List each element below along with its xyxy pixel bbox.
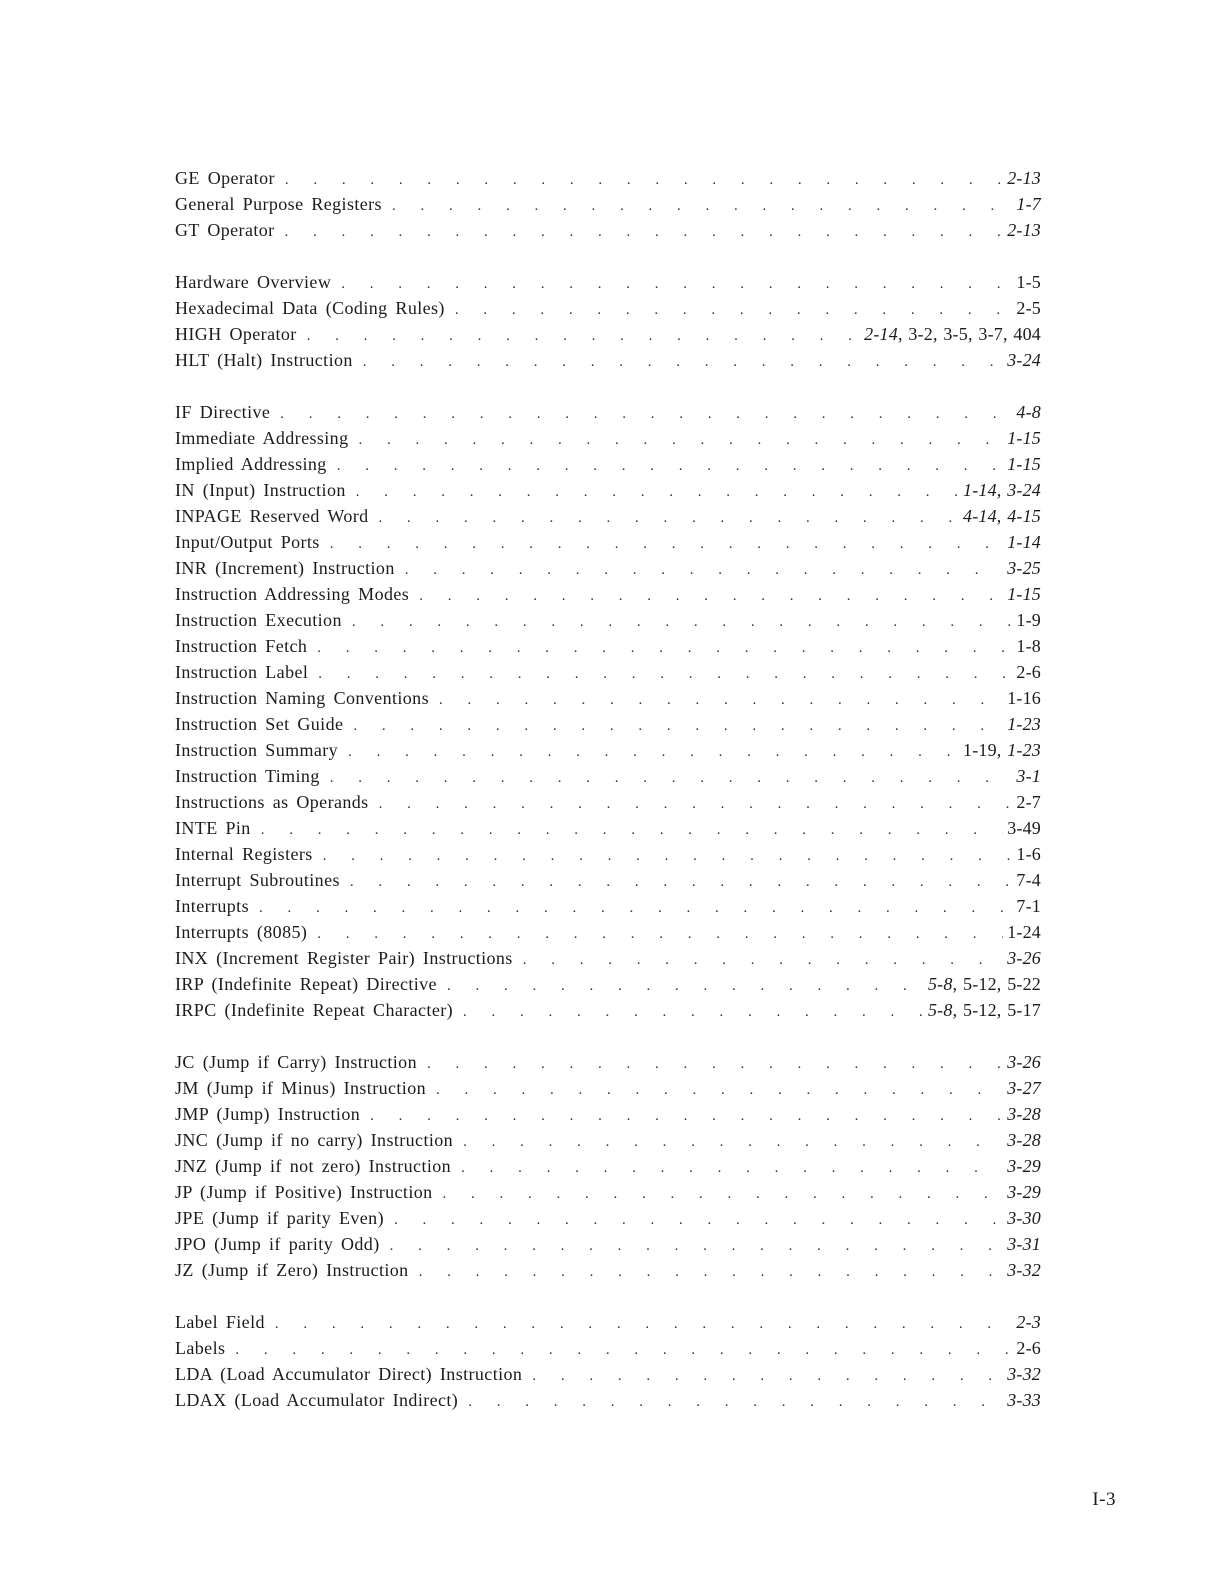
index-term: IRPC (Indefinite Repeat Character) [175, 1000, 454, 1020]
page-references [1003, 1231, 1041, 1257]
index-entry [175, 1101, 1041, 1127]
index-term: IN (Input) Instruction [175, 480, 346, 500]
index-listing [175, 165, 1041, 1439]
page-references [1012, 893, 1041, 919]
index-entry [175, 503, 1041, 529]
page-references [1003, 1179, 1041, 1205]
index-entry [175, 1231, 1041, 1257]
dot-leader [419, 1259, 1004, 1285]
page-reference: 7-4 [1016, 870, 1041, 890]
page-references [1012, 659, 1041, 685]
page-reference: 3-26 [1007, 1052, 1041, 1072]
page-references [1003, 451, 1041, 477]
index-entry [175, 659, 1041, 685]
index-term: JPO (Jump if parity Odd) [175, 1234, 380, 1254]
index-entry [175, 841, 1041, 867]
page-references [924, 971, 1041, 997]
index-term: Interrupts (8085) [175, 922, 308, 942]
page-reference: 3-27 [1007, 1078, 1041, 1098]
page-references [1012, 1309, 1041, 1335]
page-reference: , 404 [1003, 324, 1041, 344]
page-references [1003, 555, 1041, 581]
page-reference: 1-14 [963, 480, 997, 500]
index-term: INX (Increment Register Pair) Instructions [175, 948, 513, 968]
dot-leader [392, 193, 1012, 219]
dot-leader [259, 895, 1012, 921]
index-group-l [175, 1309, 1041, 1413]
page-reference: 2-5 [1016, 298, 1041, 318]
page-reference: 3-29 [1007, 1156, 1041, 1176]
index-term: HIGH Operator [175, 324, 297, 344]
index-entry [175, 893, 1041, 919]
page-reference: 7-1 [1016, 896, 1041, 916]
index-entry [175, 1309, 1041, 1335]
dot-leader [468, 1389, 1003, 1415]
page-references [1003, 1101, 1041, 1127]
page-reference: , 3-7 [968, 324, 1003, 344]
index-group-i [175, 399, 1041, 1023]
index-term: Labels [175, 1338, 226, 1358]
page-reference: 4-8 [1016, 402, 1041, 422]
index-term: Immediate Addressing [175, 428, 349, 448]
page-references [1003, 529, 1041, 555]
dot-leader [285, 219, 1004, 245]
dot-leader [439, 687, 1003, 713]
dot-leader [436, 1077, 1003, 1103]
page-references [1003, 1257, 1041, 1283]
page-reference: 3-24 [1007, 350, 1041, 370]
dot-leader [379, 791, 1013, 817]
page-reference: 2-6 [1016, 662, 1041, 682]
index-entry [175, 555, 1041, 581]
index-term: Interrupts [175, 896, 249, 916]
index-term: IF Directive [175, 402, 271, 422]
index-entry [175, 1335, 1041, 1361]
index-entry [175, 685, 1041, 711]
index-term: Instruction Addressing Modes [175, 584, 410, 604]
index-entry [175, 529, 1041, 555]
index-entry [175, 425, 1041, 451]
index-entry [175, 633, 1041, 659]
page-reference: 3-30 [1007, 1208, 1041, 1228]
page-references [959, 737, 1041, 763]
page-reference: 5-8 [927, 1000, 953, 1020]
index-term: LDA (Load Accumulator Direct) Instruction [175, 1364, 523, 1384]
index-entry [175, 1127, 1041, 1153]
page-reference: 1-7 [1016, 194, 1041, 214]
index-entry [175, 711, 1041, 737]
index-term: JZ (Jump if Zero) Instruction [175, 1260, 409, 1280]
page-reference: 1-5 [1016, 272, 1041, 292]
page-references [1012, 841, 1041, 867]
index-entry [175, 763, 1041, 789]
page-references [1012, 789, 1041, 815]
dot-leader [379, 505, 959, 531]
index-term: JC (Jump if Carry) Instruction [175, 1052, 417, 1072]
index-term: INPAGE Reserved Word [175, 506, 369, 526]
index-entry [175, 867, 1041, 893]
page-references [1012, 399, 1041, 425]
index-group-h [175, 269, 1041, 373]
dot-leader [337, 453, 1004, 479]
index-entry [175, 945, 1041, 971]
index-entry [175, 1179, 1041, 1205]
index-entry [175, 451, 1041, 477]
page-reference: 2-13 [1007, 168, 1041, 188]
page-reference: 3-33 [1007, 1390, 1041, 1410]
index-term: Input/Output Ports [175, 532, 320, 552]
index-entry [175, 919, 1041, 945]
dot-leader [235, 1337, 1012, 1363]
page-references [1003, 1387, 1041, 1413]
dot-leader [275, 1311, 1013, 1337]
page-references [924, 997, 1041, 1023]
dot-leader [532, 1363, 1003, 1389]
dot-leader [405, 557, 1003, 583]
index-term: JP (Jump if Positive) Instruction [175, 1182, 433, 1202]
page-references [1003, 165, 1041, 191]
page-references [959, 477, 1041, 503]
page-references [1003, 685, 1041, 711]
page-reference: 1-8 [1016, 636, 1041, 656]
index-entry [175, 477, 1041, 503]
index-term: Internal Registers [175, 844, 313, 864]
index-term: Instruction Label [175, 662, 309, 682]
index-term: Instruction Summary [175, 740, 339, 760]
index-entry [175, 269, 1041, 295]
index-term: JPE (Jump if parity Even) [175, 1208, 384, 1228]
dot-leader [330, 531, 1003, 557]
index-term: Interrupt Subroutines [175, 870, 340, 890]
page-reference: 3-29 [1007, 1182, 1041, 1202]
dot-leader [523, 947, 1003, 973]
dot-leader [352, 609, 1013, 635]
index-entry [175, 581, 1041, 607]
index-term: JMP (Jump) Instruction [175, 1104, 361, 1124]
page-references [1012, 1335, 1041, 1361]
index-entry [175, 971, 1041, 997]
page-reference: 3-28 [1007, 1104, 1041, 1124]
page-references [1003, 711, 1041, 737]
page-reference: 1-14 [1007, 532, 1041, 552]
dot-leader [317, 635, 1012, 661]
page-reference: 2-7 [1016, 792, 1041, 812]
page-references [1003, 945, 1041, 971]
dot-leader [341, 271, 1012, 297]
index-term: General Purpose Registers [175, 194, 382, 214]
page-references [1003, 1075, 1041, 1101]
index-term: LDAX (Load Accumulator Indirect) [175, 1390, 459, 1410]
page-reference: 2-14 [864, 324, 898, 344]
index-entry [175, 1205, 1041, 1231]
page-references [959, 503, 1041, 529]
index-entry [175, 607, 1041, 633]
page-references [1003, 1127, 1041, 1153]
dot-leader [285, 167, 1003, 193]
index-group-g [175, 165, 1041, 243]
dot-leader [317, 921, 1003, 947]
dot-leader [427, 1051, 1003, 1077]
index-term: JNC (Jump if no carry) Instruction [175, 1130, 454, 1150]
page-references [1012, 607, 1041, 633]
page-reference: 3-28 [1007, 1130, 1041, 1150]
index-entry [175, 1075, 1041, 1101]
page-reference: 2-3 [1016, 1312, 1041, 1332]
page-reference: 5-8 [927, 974, 953, 994]
page-references [1012, 867, 1041, 893]
page-number: I-3 [1092, 1489, 1116, 1510]
page-references [1003, 1361, 1041, 1387]
page-reference: 1-16 [1007, 688, 1041, 708]
page-references [1003, 1153, 1041, 1179]
page-reference: 3-31 [1007, 1234, 1041, 1254]
dot-leader [447, 973, 924, 999]
dot-leader [350, 869, 1013, 895]
page-references [1003, 1049, 1041, 1075]
page-reference: 1-15 [1007, 454, 1041, 474]
dot-leader [307, 323, 860, 349]
page-references [1003, 815, 1041, 841]
index-term: HLT (Halt) Instruction [175, 350, 353, 370]
page-references [1012, 269, 1041, 295]
index-term: Instruction Naming Conventions [175, 688, 429, 708]
dot-leader [461, 1155, 1003, 1181]
index-entry [175, 1049, 1041, 1075]
index-entry [175, 737, 1041, 763]
page-reference: 2-13 [1007, 220, 1041, 240]
page-reference: 3-32 [1007, 1364, 1041, 1384]
dot-leader [353, 713, 1003, 739]
page-reference: 3-26 [1007, 948, 1041, 968]
dot-leader [370, 1103, 1003, 1129]
page-reference: 1-15 [1007, 584, 1041, 604]
page-references [1003, 1205, 1041, 1231]
index-group-j [175, 1049, 1041, 1283]
index-term: Instruction Set Guide [175, 714, 344, 734]
index-entry [175, 321, 1041, 347]
index-term: GE Operator [175, 168, 275, 188]
dot-leader [356, 479, 959, 505]
page-reference: 1-9 [1016, 610, 1041, 630]
index-term: Label Field [175, 1312, 265, 1332]
dot-leader [455, 297, 1013, 323]
index-term: INTE Pin [175, 818, 251, 838]
dot-leader [443, 1181, 1004, 1207]
page-references [1012, 295, 1041, 321]
index-entry [175, 217, 1041, 243]
page-references [1003, 919, 1041, 945]
dot-leader [394, 1207, 1003, 1233]
dot-leader [323, 843, 1013, 869]
index-term: Instruction Fetch [175, 636, 308, 656]
dot-leader [330, 765, 1013, 791]
index-term: JM (Jump if Minus) Instruction [175, 1078, 426, 1098]
index-entry [175, 815, 1041, 841]
dot-leader [419, 583, 1003, 609]
dot-leader [261, 817, 1004, 843]
page-references [860, 321, 1041, 347]
page-reference: 3-1 [1016, 766, 1041, 786]
page-reference: 1-6 [1016, 844, 1041, 864]
index-term: INR (Increment) Instruction [175, 558, 395, 578]
page-reference: 1-23 [1007, 714, 1041, 734]
page-references [1012, 191, 1041, 217]
page-reference: 3-32 [1007, 1260, 1041, 1280]
index-term: IRP (Indefinite Repeat) Directive [175, 974, 437, 994]
dot-leader [318, 661, 1012, 687]
page-reference: , 5-17 [997, 1000, 1041, 1020]
page-reference: , 5-12 [953, 1000, 997, 1020]
page-reference: 3-25 [1007, 558, 1041, 578]
page-reference: , 3-2 [898, 324, 933, 344]
page-reference: , 1-23 [997, 740, 1041, 760]
index-entry [175, 997, 1041, 1023]
index-term: Implied Addressing [175, 454, 327, 474]
page-reference: 1-15 [1007, 428, 1041, 448]
page-references [1012, 633, 1041, 659]
index-term: GT Operator [175, 220, 275, 240]
page-reference: 1-19 [963, 740, 997, 760]
page-reference: , 3-5 [933, 324, 968, 344]
index-term: Instructions as Operands [175, 792, 369, 812]
index-entry [175, 1361, 1041, 1387]
page-references [1012, 763, 1041, 789]
index-term: Hardware Overview [175, 272, 332, 292]
page-reference: , 5-22 [997, 974, 1041, 994]
index-entry [175, 295, 1041, 321]
dot-leader [463, 1129, 1003, 1155]
index-term: JNZ (Jump if not zero) Instruction [175, 1156, 452, 1176]
index-entry [175, 191, 1041, 217]
page-reference: , 3-24 [997, 480, 1041, 500]
page-reference: , 4-15 [997, 506, 1041, 526]
page-reference: 2-6 [1016, 1338, 1041, 1358]
index-term: Instruction Timing [175, 766, 320, 786]
page-reference: , 5-12 [953, 974, 997, 994]
index-entry [175, 789, 1041, 815]
dot-leader [358, 427, 1003, 453]
index-entry [175, 1387, 1041, 1413]
dot-leader [348, 739, 959, 765]
dot-leader [280, 401, 1012, 427]
dot-leader [390, 1233, 1004, 1259]
index-entry [175, 399, 1041, 425]
index-entry [175, 1153, 1041, 1179]
index-entry [175, 347, 1041, 373]
page-reference: 3-49 [1007, 818, 1041, 838]
page-reference: 4-14 [963, 506, 997, 526]
index-entry [175, 1257, 1041, 1283]
dot-leader [463, 999, 924, 1025]
page-references [1003, 347, 1041, 373]
page-references [1003, 581, 1041, 607]
index-entry [175, 165, 1041, 191]
page-references [1003, 217, 1041, 243]
dot-leader [363, 349, 1003, 375]
index-term: Hexadecimal Data (Coding Rules) [175, 298, 445, 318]
page-reference: 1-24 [1007, 922, 1041, 942]
page-references [1003, 425, 1041, 451]
index-term: Instruction Execution [175, 610, 342, 630]
